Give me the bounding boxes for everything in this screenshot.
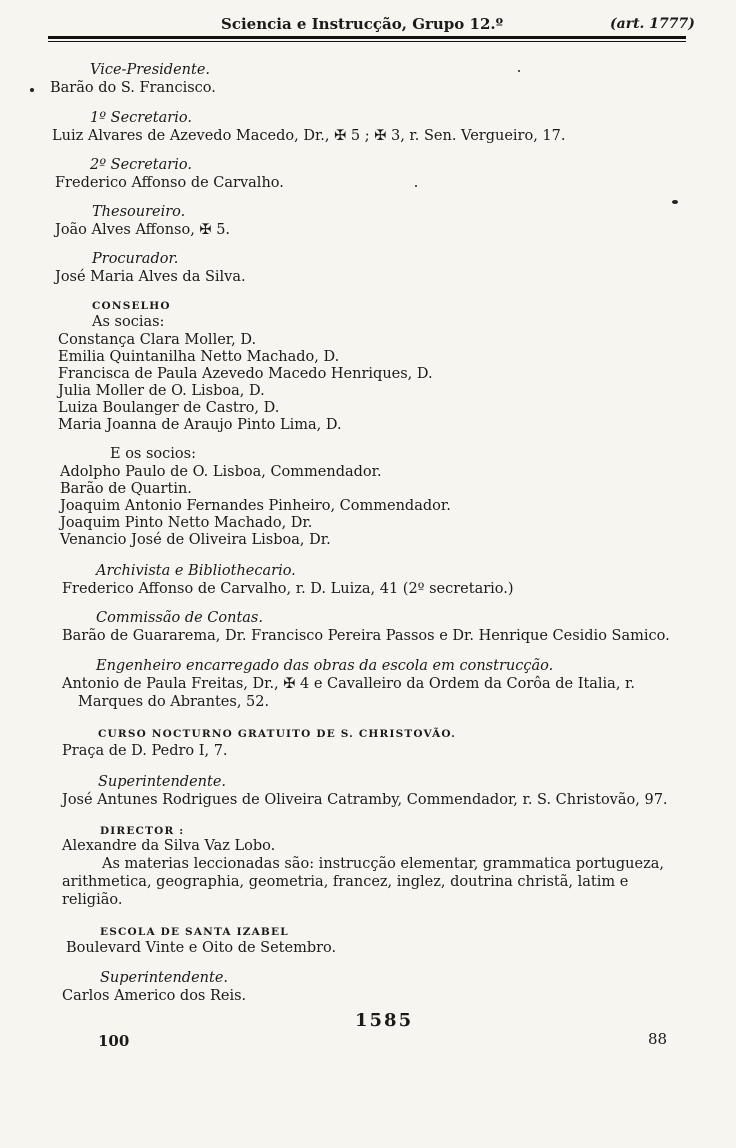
- person-line: Barão de Guararema, Dr. Francisco Pereira Passos e Dr. Henrique Cesidio Samico.: [62, 628, 670, 644]
- person-line: José Antunes Rodrigues de Oliveira Catramby, Commendador, r. S. Christovão, 97.: [62, 792, 668, 808]
- page-number-right: 88: [648, 1030, 668, 1048]
- running-head-article: (art. 1777): [610, 16, 695, 32]
- paragraph-line: religião.: [62, 892, 123, 908]
- role-archivista: Archivista e Bibliothecario.: [96, 563, 296, 579]
- scan-speck: [672, 200, 678, 204]
- person-line: Julia Moller de O. Lisboa, D.: [58, 383, 265, 399]
- person-line: Luiza Boulanger de Castro, D.: [58, 400, 280, 416]
- person-line: Frederico Affonso de Carvalho, r. D. Luiza, 41 (2º secretario.): [62, 581, 514, 597]
- person-line: Carlos Americo dos Reis.: [62, 988, 247, 1004]
- role-procurador: Procurador.: [92, 251, 179, 267]
- subheading-socios: E os socios:: [110, 446, 196, 462]
- page-number-left: 100: [98, 1032, 130, 1050]
- role-1-secretario: 1º Secretario.: [90, 110, 192, 126]
- paragraph-line: arithmetica, geographia, geometria, francez, inglez, doutrina christã, latim e: [62, 874, 629, 890]
- role-superintendente: Superintendente.: [98, 774, 227, 790]
- person-line: João Alves Affonso, ✠ 5.: [55, 222, 231, 238]
- address-line: Praça de D. Pedro I, 7.: [62, 743, 228, 759]
- person-line: Venancio José de Oliveira Lisboa, Dr.: [60, 532, 331, 548]
- person-line: Adolpho Paulo de O. Lisboa, Commendador.: [60, 464, 382, 480]
- section-conselho: CONSELHO: [92, 300, 171, 312]
- role-2-secretario: 2º Secretario.: [90, 157, 192, 173]
- scan-speck: [30, 88, 34, 92]
- subheading-socias: As socias:: [92, 314, 165, 330]
- person-line: Alexandre da Silva Vaz Lobo.: [62, 838, 276, 854]
- section-curso-nocturno: CURSO NOCTURNO GRATUITO DE S. CHRISTOVÃO.: [98, 728, 457, 740]
- person-line: Barão do S. Francisco.: [50, 80, 216, 96]
- paragraph-line: As materias leccionadas são: instrucção elementar, grammatica portugueza,: [102, 856, 664, 872]
- role-superintendente: Superintendente.: [100, 970, 229, 986]
- person-line: Joaquim Pinto Netto Machado, Dr.: [60, 515, 313, 531]
- person-line: Barão de Quartin.: [60, 481, 192, 497]
- section-santa-izabel: ESCOLA DE SANTA IZABEL: [100, 926, 289, 938]
- person-line: Francisca de Paula Azevedo Macedo Henriques, D.: [58, 366, 433, 382]
- person-line: Constança Clara Moller, D.: [58, 332, 257, 348]
- role-thesoureiro: Thesoureiro.: [92, 204, 186, 220]
- person-line: Joaquim Antonio Fernandes Pinheiro, Commendador.: [60, 498, 451, 514]
- header-rule-thin: [48, 41, 686, 42]
- person-line: Luiz Alvares de Azevedo Macedo, Dr., ✠ 5 ; ✠ 3, r. Sen. Vergueiro, 17.: [52, 128, 566, 144]
- role-commissao: Commissão de Contas.: [96, 610, 263, 626]
- role-engenheiro: Engenheiro encarregado das obras da escola em construcção.: [96, 658, 554, 674]
- header-rule: [48, 36, 686, 39]
- running-head-title: Sciencia e Instrucção, Grupo 12.º: [221, 15, 504, 33]
- scan-speck: [518, 70, 520, 72]
- scan-speck: [415, 185, 417, 187]
- person-line: Maria Joanna de Araujo Pinto Lima, D.: [58, 417, 342, 433]
- section-director: DIRECTOR :: [100, 825, 185, 837]
- role-vice-presidente: Vice-Presidente.: [90, 62, 211, 78]
- person-line: José Maria Alves da Silva.: [55, 269, 246, 285]
- folio-number: 1585: [355, 1010, 414, 1031]
- person-line: Frederico Affonso de Carvalho.: [55, 175, 284, 191]
- person-line: Antonio de Paula Freitas, Dr., ✠ 4 e Cavalleiro da Ordem da Corôa de Italia, r.: [62, 676, 635, 692]
- address-line: Boulevard Vinte e Oito de Setembro.: [66, 940, 337, 956]
- person-line-continued: Marques do Abrantes, 52.: [78, 694, 270, 710]
- person-line: Emilia Quintanilha Netto Machado, D.: [58, 349, 340, 365]
